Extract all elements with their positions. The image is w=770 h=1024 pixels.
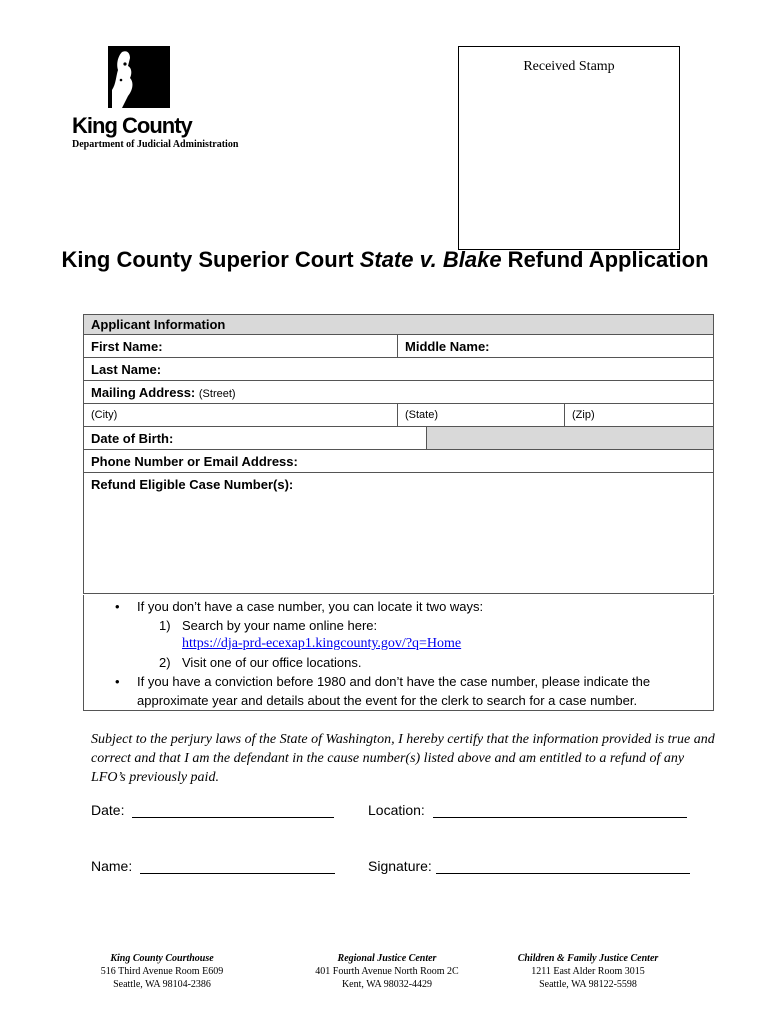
section-header-row xyxy=(84,315,713,334)
footer-address-line-1: 516 Third Avenue Room E609 xyxy=(100,966,224,977)
name-input[interactable] xyxy=(140,859,335,874)
contact-field[interactable]: Phone Number or Email Address: xyxy=(91,454,298,469)
case-search-link[interactable]: https://dja-prd-ecexap1.kingcounty.gov/?q=Home xyxy=(182,636,462,651)
location-line xyxy=(368,802,687,818)
footer-address-line-1: 401 Fourth Avenue North Room 2C xyxy=(315,966,459,977)
signature-line xyxy=(368,858,690,874)
footer-location-name: Regional Justice Center xyxy=(337,953,437,964)
mailing-address-field[interactable] xyxy=(84,381,713,403)
footer-location-name: Children & Family Justice Center xyxy=(517,953,659,964)
applicant-info-table xyxy=(83,314,714,594)
city-field[interactable]: (City) xyxy=(91,409,118,421)
last-name-field[interactable]: Last Name: xyxy=(91,362,162,377)
signature-input[interactable] xyxy=(436,859,690,874)
instructions-box xyxy=(83,595,714,711)
case-numbers-row xyxy=(84,472,713,593)
date-line xyxy=(91,802,334,818)
mailing-address-label: Mailing Address: xyxy=(91,385,196,400)
page-title xyxy=(0,247,770,273)
section-header: Applicant Information xyxy=(91,317,226,332)
step-1-text: Search by your name online here: xyxy=(182,618,378,633)
department-name: Department of Judicial Administration xyxy=(72,139,239,150)
contact-row xyxy=(84,449,713,472)
signature-label: Signature: xyxy=(368,858,432,874)
instruction-bullet-1: If you don’t have a case number, you can locate it two ways: xyxy=(137,599,484,614)
zip-field[interactable]: (Zip) xyxy=(564,404,713,426)
step-1-number: 1) xyxy=(159,618,171,633)
title-case-name: State v. Blake xyxy=(359,247,502,272)
mlk-silhouette-icon xyxy=(108,46,170,108)
title-part-1: King County Superior Court xyxy=(61,247,360,272)
received-stamp-box xyxy=(458,46,680,250)
first-name-field[interactable]: First Name: xyxy=(91,339,163,354)
footer-location-name: King County Courthouse xyxy=(110,953,214,964)
street-hint: (Street) xyxy=(198,388,236,400)
footer-address-line-1: 1211 East Alder Room 3015 xyxy=(531,966,645,977)
king-county-logo xyxy=(108,46,170,108)
dob-row xyxy=(84,426,713,449)
footer-family-justice-center xyxy=(488,952,688,991)
middle-name-field[interactable]: Middle Name: xyxy=(397,335,713,357)
case-numbers-field[interactable]: Refund Eligible Case Number(s): xyxy=(91,477,294,492)
title-part-2: Refund Application xyxy=(501,247,709,272)
date-label: Date: xyxy=(91,802,125,818)
name-line xyxy=(91,858,335,874)
footer-address-line-2: Seattle, WA 98104-2386 xyxy=(113,979,211,990)
location-input[interactable] xyxy=(433,803,687,818)
dob-shaded-cell xyxy=(426,427,713,449)
name-row xyxy=(84,334,713,357)
footer-address-line-2: Kent, WA 98032-4429 xyxy=(341,979,433,990)
stamp-label: Received Stamp xyxy=(523,59,615,74)
last-name-row xyxy=(84,357,713,380)
location-label: Location: xyxy=(368,802,425,818)
bullet-1: • xyxy=(115,599,120,614)
step-2-text: Visit one of our office locations. xyxy=(182,655,362,670)
state-field[interactable]: (State) xyxy=(397,404,564,426)
footer-courthouse xyxy=(62,952,262,991)
bullet-2: • xyxy=(115,674,120,689)
name-label: Name: xyxy=(91,858,133,874)
instruction-bullet-2-line-1: If you have a conviction before 1980 and don’t have the case number, please indicate the xyxy=(137,674,651,689)
date-input[interactable] xyxy=(132,803,334,818)
address-row xyxy=(84,380,713,403)
city-state-zip-row xyxy=(84,403,713,426)
logo-wordmark: King County xyxy=(72,113,192,138)
step-2-number: 2) xyxy=(159,655,171,670)
footer-address-line-2: Seattle, WA 98122-5598 xyxy=(539,979,637,990)
instruction-bullet-2-line-2: approximate year and details about the event for the clerk to search for a case number. xyxy=(137,693,638,708)
perjury-certification: Subject to the perjury laws of the State of Washington, I hereby certify that the information provided is true and correct and that I am the defendant in the cause number(s) listed above and am entitled to a refund of any LFO’s previously paid. xyxy=(91,732,715,785)
dob-field[interactable]: Date of Birth: xyxy=(91,431,174,446)
footer-regional-justice-center xyxy=(287,952,487,991)
